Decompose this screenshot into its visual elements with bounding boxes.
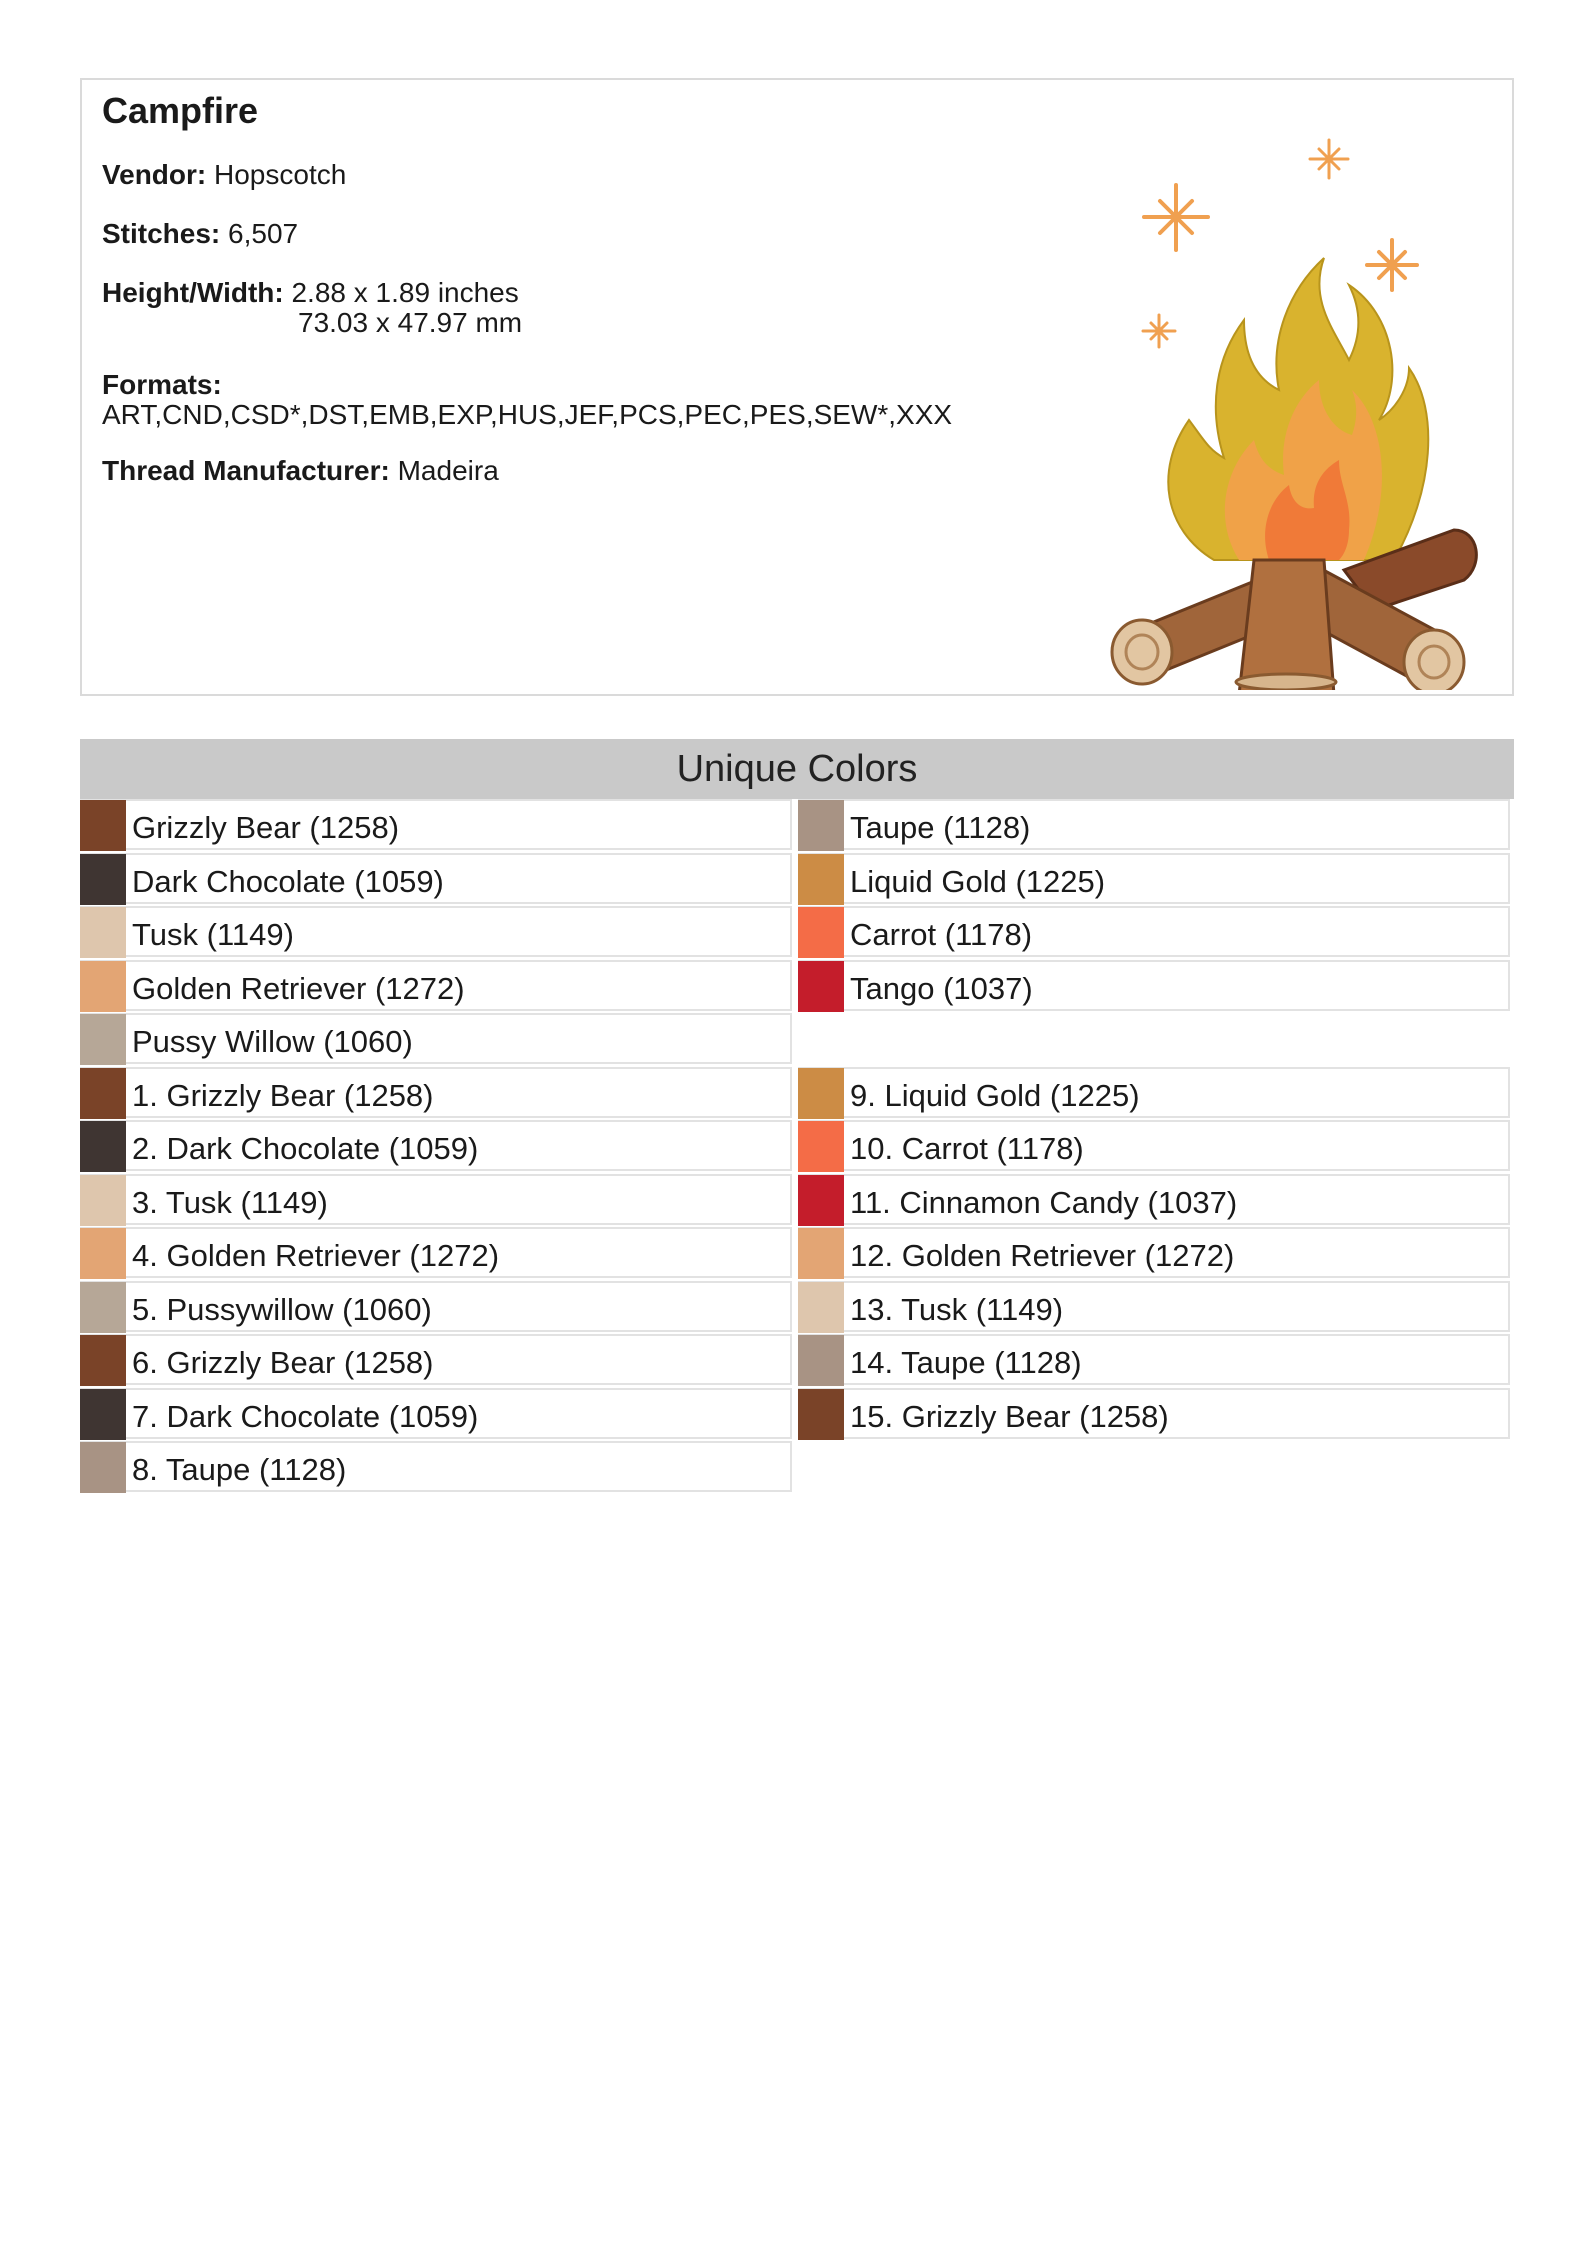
color-label: 2. Dark Chocolate (1059) [132, 1131, 479, 1166]
color-swatch [80, 907, 126, 958]
campfire-embroidery-image [1094, 90, 1494, 690]
color-row [798, 1334, 1510, 1385]
sparkle-icon [1310, 140, 1348, 178]
thread-label: Thread Manufacturer: [102, 455, 390, 486]
color-label: 3. Tusk (1149) [132, 1184, 328, 1220]
color-row [798, 1388, 1510, 1439]
color-row [80, 960, 792, 1011]
color-label: 14. Taupe (1128) [850, 1345, 1082, 1380]
color-label: 12. Golden Retriever (1272) [850, 1238, 1235, 1273]
color-label: 1. Grizzly Bear (1258) [132, 1077, 434, 1113]
color-label: Pussy Willow (1060) [132, 1024, 413, 1059]
thread-field [102, 456, 499, 486]
formats-value: ART,CND,CSD*,DST,EMB,EXP,HUS,JEF,PCS,PEC,PES,SEW*,XXX [102, 399, 953, 430]
design-title: Campfire [102, 90, 259, 131]
color-swatch [80, 1068, 126, 1119]
color-row [80, 1120, 792, 1171]
color-swatch [80, 1335, 126, 1386]
color-row [798, 1227, 1510, 1278]
stitches-field [102, 219, 298, 249]
color-row [798, 1013, 1510, 1064]
color-swatch [798, 1389, 844, 1440]
log-right-end [1404, 630, 1464, 690]
sparkle-icon [1144, 185, 1208, 250]
color-swatch [80, 1282, 126, 1333]
color-label: 9. Liquid Gold (1225) [850, 1077, 1140, 1113]
color-label: Liquid Gold (1225) [850, 863, 1106, 899]
color-label: 5. Pussywillow (1060) [132, 1291, 432, 1327]
color-swatch [798, 1068, 844, 1119]
color-swatch [798, 1282, 844, 1333]
color-swatch [798, 1175, 844, 1226]
stitches-value: 6,507 [228, 218, 299, 249]
sparkle-icon [1143, 315, 1175, 347]
vendor-field [102, 160, 346, 190]
color-row [798, 1120, 1510, 1171]
color-row [80, 1281, 792, 1332]
color-swatch [798, 854, 844, 905]
unique-colors-section [80, 739, 1514, 1487]
color-label: 7. Dark Chocolate (1059) [132, 1398, 479, 1434]
color-row [798, 799, 1510, 850]
color-label: 11. Cinnamon Candy (1037) [850, 1184, 1238, 1220]
log-center [1239, 560, 1334, 690]
color-swatch [798, 1228, 844, 1279]
color-label: Dark Chocolate (1059) [132, 863, 444, 899]
color-row [80, 799, 792, 850]
colors-column-right [798, 799, 1510, 1441]
color-row [798, 1281, 1510, 1332]
colors-column-left [80, 799, 792, 1495]
design-info-panel [80, 78, 1514, 696]
color-swatch [80, 1121, 126, 1172]
color-swatch [80, 1442, 126, 1493]
color-label: 10. Carrot (1178) [850, 1131, 1084, 1166]
color-label: Golden Retriever (1272) [132, 970, 465, 1006]
vendor-value: Hopscotch [214, 159, 347, 190]
color-row [798, 906, 1510, 957]
color-row [80, 1227, 792, 1278]
color-swatch [80, 1228, 126, 1279]
size-label: Height/Width: [102, 277, 284, 308]
color-label: Carrot (1178) [850, 917, 1033, 952]
color-label: Tusk (1149) [132, 917, 294, 952]
color-swatch [80, 961, 126, 1012]
color-swatch [798, 961, 844, 1012]
color-label: 8. Taupe (1128) [132, 1452, 347, 1487]
unique-colors-header: Unique Colors [80, 739, 1514, 799]
stitches-label: Stitches: [102, 218, 221, 249]
color-label: Tango (1037) [850, 970, 1033, 1006]
color-row [798, 1174, 1510, 1225]
color-swatch [80, 1014, 126, 1065]
color-swatch [80, 854, 126, 905]
vendor-label: Vendor: [102, 159, 207, 190]
thread-value: Madeira [397, 455, 499, 486]
size-mm-value: 73.03 x 47.97 mm [298, 307, 523, 338]
formats-field [102, 370, 952, 430]
log-left-end [1112, 620, 1172, 684]
color-label: Taupe (1128) [850, 810, 1031, 845]
color-row [798, 960, 1510, 1011]
color-row [80, 1388, 792, 1439]
size-field [102, 278, 522, 338]
color-row [80, 1334, 792, 1385]
formats-label: Formats: [102, 369, 222, 400]
color-swatch [80, 1389, 126, 1440]
color-label: 13. Tusk (1149) [850, 1291, 1064, 1327]
color-label: Grizzly Bear (1258) [132, 810, 400, 845]
color-row [80, 906, 792, 957]
color-row [80, 1013, 792, 1064]
size-inches-value: 2.88 x 1.89 inches [291, 277, 519, 308]
color-row [798, 1067, 1510, 1118]
color-swatch [798, 907, 844, 958]
color-swatch [798, 1335, 844, 1386]
color-row [80, 853, 792, 904]
color-swatch [80, 800, 126, 851]
color-row [80, 1441, 792, 1492]
color-label: 15. Grizzly Bear (1258) [850, 1398, 1169, 1434]
color-label: 4. Golden Retriever (1272) [132, 1238, 500, 1273]
color-swatch [798, 1121, 844, 1172]
color-row [80, 1174, 792, 1225]
color-row [80, 1067, 792, 1118]
color-swatch [80, 1175, 126, 1226]
sparkle-icon [1367, 240, 1417, 290]
color-row [798, 853, 1510, 904]
color-label: 6. Grizzly Bear (1258) [132, 1345, 434, 1380]
color-swatch [798, 800, 844, 851]
